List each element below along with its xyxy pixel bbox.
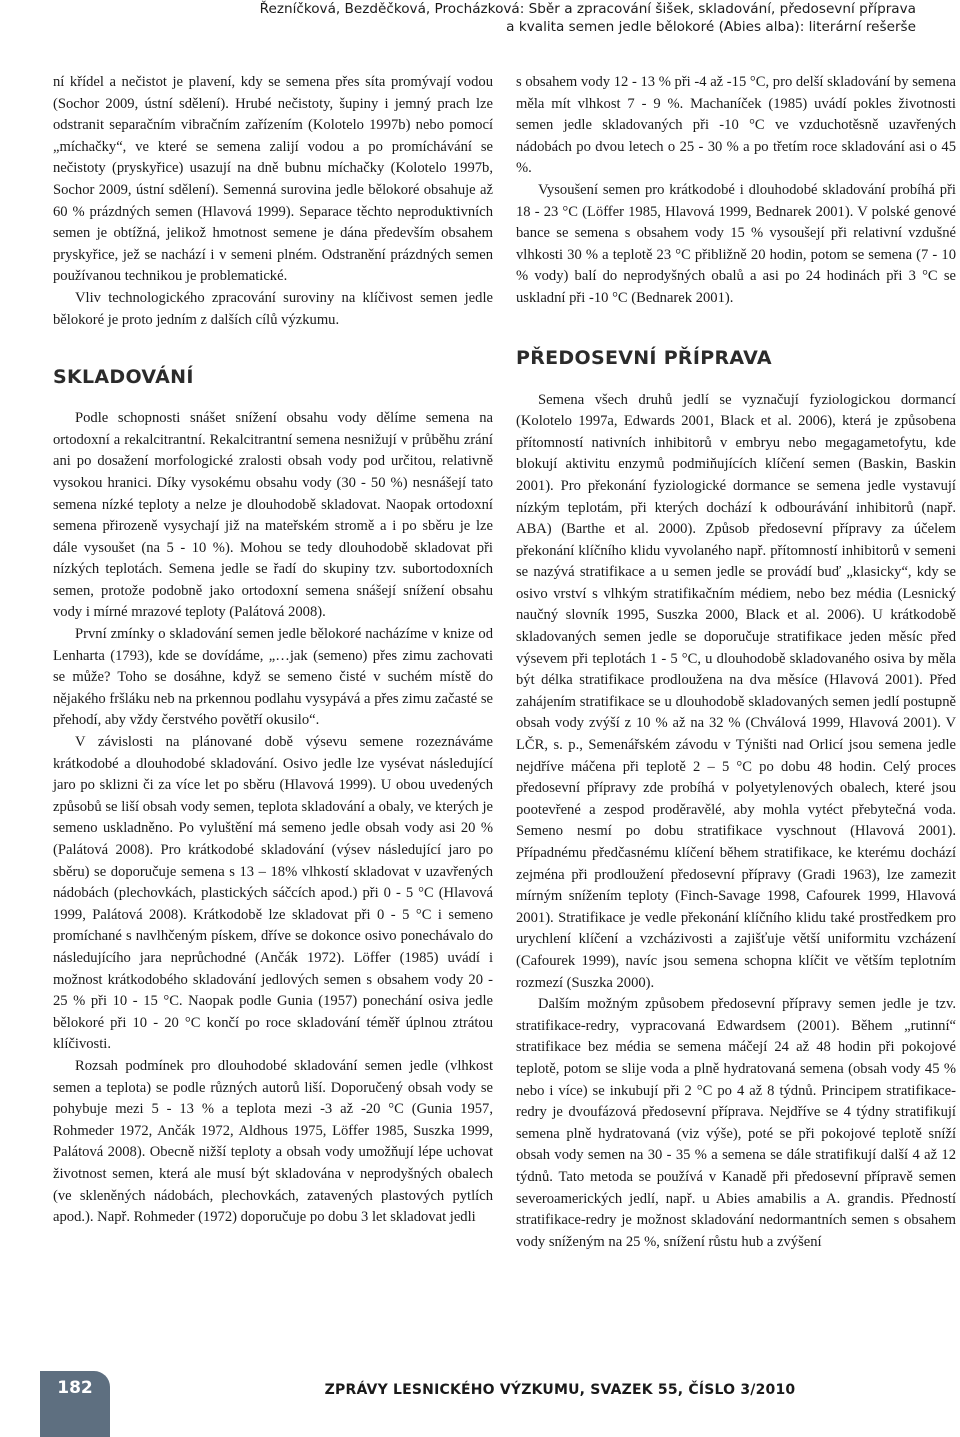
page-number-badge xyxy=(40,1371,110,1437)
left-column xyxy=(53,72,493,1229)
paragraph: Rozsah podmínek pro dlouhodobé skladování semen jedle (vlhkost semen a teplota) se podle různých autorů liší. Doporučený obsah vody se pohybuje mezi 5 - 13 % a teplota mezi -3 až -20 °C (Gunia 1957, Rohmeder 1972, Ančák 1972, Aldhous 1975, Löffer 1985, Suszka 1999, Palátová 2008). Obecně nižší teploty a obsah vody umožňují lépe uchovat životnost semen, která ale musí být skladována v neprodyšných obalech (ve skleněných nádobách, plechovkách, zatavených plastových pytlích apod.). Např. Rohmeder (1972) doporučuje po dobu 3 let skladovat jedli xyxy=(53,1057,493,1226)
running-header-line-2: a kvalita semen jedle bělokoré (Abies alba): literární rešerše xyxy=(506,19,916,35)
section-heading-storage: SKLADOVÁNÍ xyxy=(53,366,194,389)
paragraph: V závislosti na plánované době výsevu semene rozeznáváme krátkodobé a dlouhodobé skladování. Osivo jedle lze vysévat následující jaro po sklizni či za více let po sběru (Hlavová 1999). U obou uvedených způsobů se liší obsah vody semen, teplota skladování a obaly, ve kterých je semeno uskladněno. Po vyluštění má semeno jedle obsah vody asi 20 % (Palátová 2008). Pro krátkodobé skladování (výsev následující jaro po sběru) se doporučuje semena s 13 – 18% vlhkostí skladovat v uzavřených nádobách (plechovkách, plastických sáčcích apod.) při 0 - 5 °C (Hlavová 1999, Palátová 2008). Krátkodobě lze skladovat při 0 - 5 °C i semeno promíchané s navlhčeným pískem, dříve se dokonce osivo ponechávalo do následujícího jara neprůchodné (Ančák 1972). Löffer (1985) uvádí i možnost krátkodobého skladování jedlových semen s obsahem vody 20 - 25 % při 10 - 15 °C. Naopak podle Gunia (1957) ponechání osiva jedle bělokoré při 10 - 20 °C končí po roce skladování téměř úplnou ztrátou klíčivosti. xyxy=(53,734,493,1053)
paragraph: Vliv technologického zpracování suroviny na klíčivost semen jedle bělokoré je proto jedním z dalších cílů výzkumu. xyxy=(53,289,493,328)
paragraph: ní křídel a nečistot je plavení, kdy se semena přes síta promývají vodou (Sochor 2009, ústní sdělení). Hrubé nečistoty, šupiny i jemný prach lze odstranit separačním vibračním zařízením (Kolotelo 1997b) nebo pomocí „míchačky“, ve které se semena zalijí vodou a po promíchávání se nečistoty (pryskyřice) usazují na dně bubnu míchačky (Kolotelo 1997b, Sochor 2009, ústní sdělení). Semenná surovina jedle bělokoré obsahuje až 60 % prázdných semen (Hlavová 1999). Separace těchto neproduktivních semen je obtížná, jelikož hmotnost semene je dána především obsahem pryskyřice, jež se nachází i v semeni plném. Odstranění prázdných semen používanou technikou je problematické. xyxy=(53,74,493,285)
section-heading-pre-sowing: PŘEDOSEVNÍ PŘÍPRAVA xyxy=(516,346,772,369)
paragraph: Vysoušení semen pro krátkodobé i dlouhodobé skladování probíhá při 18 - 23 °C (Löffer 1985, Hlavová 1999, Bednarek 2001). V polské genové bance se semena s obsahem vody 15 % vysoušejí při relativní vzdušné vlhkosti 30 % a teplotě 23 °C přibližně 20 hodin, potom se semena (7 - 10 % vody) balí do neprodyšných obalů a asi po 24 hodinách při 3 °C se uskladní při -10 °C (Bednarek 2001). xyxy=(516,181,956,306)
page-number: 182 xyxy=(57,1378,93,1398)
paragraph: Podle schopnosti snášet snížení obsahu vody dělíme semena na ortodoxní a rekalcitrantní. Rekalcitrantní semena nesnižují v průběhu zrání ani po dosažení morfologické zralosti obsah vody pod určitou, relativně vysokou hranici. Díky vysokému obsahu vody (30 - 50 %) nesnášejí tato semena nízké teploty a nelze je dlouhodobě skladovat. Naopak ortodoxní semena přirozeně vysychají již na mateřském stromě a i po sběru je lze dále vysoušet (na 5 - 10 %). Mohou se tedy dlouhodobě skladovat při nízkých teplotách. Semena jedle se řadí do skupiny tzv. subortodoxních semen, protože podobně jako ortodoxní semena snášejí snížení obsahu vody i mírné mrazové teploty (Palátová 2008). xyxy=(53,410,493,621)
paragraph: s obsahem vody 12 - 13 % při -4 až -15 °C, pro delší skladování by semena měla mít vlhkost 7 - 9 %. Machaníček (1985) uvádí pokles životnosti semen jedle skladovaných při -10 °C ve vzduchotěsně uzavřených nádobách po dvou letech o 25 - 30 % a po třetím roce skladování asi o 45 %. xyxy=(516,74,956,177)
paragraph: První zmínky o skladování semen jedle bělokoré nacházíme v knize od Lenharta (1793), kde se dovídáme, „…jak (semeno) přes zimu zachovati se může? Toho se dosáhne, když se semeno čisté v suchém místě do nějakého fršláku neb na prkennou podlahu vysypává a přes zimu začasté se přehodí, aby vždy čerstvého povětří okusilo“. xyxy=(53,626,493,729)
running-header xyxy=(96,0,916,36)
running-header-line-1: Řezníčková, Bezděčková, Procházková: Sběr a zpracování šišek, skladování, předosevní příprava xyxy=(259,1,916,17)
paragraph: Semena všech druhů jedlí se vyznačují fyziologickou dormancí (Kolotelo 1997a, Edwards 2001, Black et al. 2006), která je způsobena přítomností nativních inhibitorů v embryu nebo megagametofytu, kde blokují aktivitu enzymů podmiňujících klíčení semen (Baskin, Baskin 2001). Pro překonání fyziologické dormance se semena jedle vystavují nízkým teplotám, při kterých dochází k odbourávání inhibitorů (např. ABA) (Barthe et al. 2000). Způsob předosevní přípravy za účelem překonání klíčního klidu vyvolaného např. přítomností inhibitorů v semeni se nazývá stratifikace a u semen jedle se provádí buď „klasicky“, kdy se osivo vrství s vlhkým stratifikačním médiem, nebo bez média (Lesnický naučný slovník 1995, Suszka 2000, Black et al. 2006). U krátkodobě skladovaných semen jedle se doporučuje stratifikace jeden měsíc před výsevem při teplotách 1 - 5 °C, u dlouhodobě skladovaného osiva by měla být délka stratifikace prodloužena na dva měsíce (Hlavová 2001). Před zahájením stratifikace se u dlouhodobě skladovaných semen jedlí postupně obsah vody zvýší z 10 % až na 32 % (Chválová 1999, Hlavová 2001). V LČR, s. p., Semenářském závodu v Týništi nad Orlicí jsou semena jedle nejdříve máčena při teplotě 2 – 5 °C po dobu 48 hodin. Celý proces předosevní přípravy zde probíhá v polyetylenových obalech, které jsou pootevřené a zespod proděravělé, aby mohla vytéct přebytečná voda. Semeno nesmí po dobu stratifikace vyschnout (Hlavová 2001). Případnému předčasnému klíčení během stratifikace, ke kterému dochází zejména při prodloužení předosevní přípravy (Gradi 1963), lze zamezit mírným snížením teploty (Finch-Savage 1998, Cafourek 1999, Hlavová 2001). Stratifikace je vedle překonání klíčního klidu také prostředkem pro urychlení klíčení a vzcházivosti a zajišťuje větší uniformitu vzcházení (Cafourek 1999), navíc jsou semena schopna klíčit ve větším teplotním rozmezí (Suszka 2000). xyxy=(516,391,956,991)
paragraph: Dalším možným způsobem předosevní přípravy semen jedle je tzv. stratifikace-redry, vypracovaná Edwardsem (2001). Během „rutinní“ stratifikace bez média se semena máčejí 24 až 48 hodin při pokojové teplotě, potom se slije voda a plně hydratovaná semena (obsah vody 45 % nebo i více) se inkubují při 2 °C po 4 až 8 týdnů. Principem stratifikace-redry je dvoufázová předosevní příprava. Nejdříve se 4 týdny stratifikují semena plně hydratovaná (viz výše), poté se při pokojové teplotě sníží obsah vody semen na 30 - 35 % a semena se dále stratifikují další 4 až 12 týdnů. Tato metoda se používá v Kanadě při předosevní přípravě semen severoamerických jedlí, např. u Abies amabilis a A. grandis. Předností stratifikace-redry je možnost skladování nedormantních semen s obsahem vody sníženým na 25 %, snížení růstu hub a zvýšení xyxy=(516,996,956,1250)
journal-footer: ZPRÁVY LESNICKÉHO VÝZKUMU, SVAZEK 55, ČÍSLO 3/2010 xyxy=(324,1382,796,1398)
right-column xyxy=(516,72,956,1253)
